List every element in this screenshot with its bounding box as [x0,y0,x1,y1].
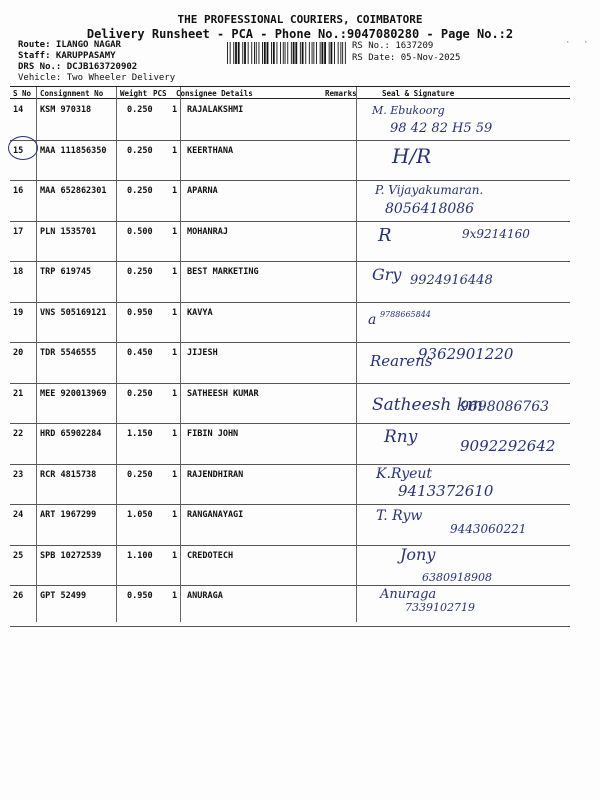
barcode-bar [313,42,314,64]
row-weight: 0.250 [127,388,153,399]
row-sno: 15 [13,145,24,156]
row-consignment-no: TRP 619745 [40,267,92,277]
handwritten-signature: Jony [400,544,436,564]
row-consignment-no: SPB 10272539 [40,550,102,561]
table-row [10,423,570,465]
table-top-rule [10,86,570,87]
route-label: Route: ILANGO NAGAR [18,40,121,50]
barcode-bar [324,42,326,64]
barcode-bar [322,42,324,64]
barcode-bar [238,42,240,64]
barcode-bar [287,42,288,64]
table-row [10,383,570,425]
row-consignee: SATHEESH KUMAR [187,388,259,399]
barcode-bar [227,42,228,64]
table-row [10,342,570,384]
handwritten-signature: K.Ryeut [376,465,433,482]
handwritten-phone: 9698086763 [460,398,550,415]
barcode-bar [329,42,330,64]
row-weight: 0.250 [127,469,153,480]
table-row [10,221,570,263]
col-consignment: Consignment No [40,89,104,98]
barcode-image [227,42,347,64]
barcode-bar [248,42,249,64]
row-weight: 1.050 [127,510,153,520]
barcode-bar [273,42,275,64]
handwritten-phone: 7339102719 [405,601,475,614]
row-weight: 0.250 [127,186,153,196]
barcode-bar [345,42,346,64]
row-consignee: FIBIN JOHN [187,429,239,439]
row-pcs: 1 [172,348,178,358]
runsheet-subtitle: Delivery Runsheet - PCA - Phone No.:9047080280 - Page No.:2 [86,27,514,41]
table-row [10,261,570,303]
row-pcs: 1 [172,469,178,480]
handwritten-signature: Rny [384,427,418,447]
row-consignment-no: MAA 111856350 [40,145,107,156]
row-consignee: RAJALAKSHMI [187,105,244,115]
barcode-bar [256,42,257,64]
barcode-bar [242,42,243,64]
row-consignee: RAJENDHIRAN [187,469,244,480]
row-pcs: 1 [172,591,178,601]
barcode-bar [331,42,333,64]
row-sno: 18 [13,267,24,277]
handwritten-signature: H/R [392,143,432,168]
handwritten-signature: Gry [372,265,402,284]
row-consignment-no: ART 1967299 [40,510,97,520]
handwritten-phone: 9413372610 [398,481,494,500]
table-row [10,140,570,182]
handwritten-signature: P. Vijayakumaran. [375,183,484,197]
barcode-bar [262,42,263,64]
row-pcs: 1 [172,105,178,115]
row-consignee: RANGANAYAGI [187,510,244,520]
barcode-bar [340,42,341,64]
corner-mark: · [565,38,571,48]
table-row [10,302,570,344]
row-weight: 0.950 [127,307,153,318]
barcode-bar [230,42,231,64]
row-consignment-no: MEE 920013969 [40,388,107,399]
barcode-bar [267,42,269,64]
handwritten-signature: T. Ryw [376,508,423,524]
row-pcs: 1 [172,429,178,439]
barcode-bar [291,42,292,64]
col-remarks: Remarks [325,89,357,98]
rs-date: RS Date: 05-Nov-2025 [352,53,461,63]
barcode-bar [312,42,313,64]
row-weight: 0.250 [127,267,153,277]
row-weight: 1.150 [127,429,153,439]
barcode-bar [300,42,301,64]
handwritten-signature: a [368,311,377,328]
table-row [10,545,570,587]
row-sno: 22 [13,429,24,439]
row-sno: 23 [13,469,24,480]
row-consignment-no: PLN 1535701 [40,226,97,237]
row-pcs: 1 [172,186,178,196]
row-pcs: 1 [172,145,178,156]
col-weight: Weight [120,89,148,98]
row-consignee: JIJESH [187,348,218,358]
handwritten-signature: Rearens [370,352,433,370]
barcode-bar [271,42,272,64]
row-consignee: ANURAGA [187,591,223,601]
row-pcs: 1 [172,226,178,237]
barcode-bar [305,42,306,64]
company-name: THE PROFESSIONAL COURIERS, COIMBATORE [177,13,423,26]
barcode-bar [295,42,297,64]
table-row [10,585,570,627]
handwritten-phone: 9x9214160 [462,226,530,241]
row-sno: 19 [13,307,24,318]
barcode-bar [244,42,246,64]
row-consignee: CREDOTECH [187,550,234,561]
row-sno: 14 [13,105,24,115]
row-weight: 0.500 [127,226,153,237]
handwritten-phone: 9362901220 [418,345,514,363]
barcode-bar [277,42,278,64]
row-pcs: 1 [172,388,178,399]
handwritten-signature: Satheesh km [372,394,484,415]
barcode-bar [233,42,234,64]
drs-label: DRS No.: DCJB163720902 [18,62,138,72]
table-row [10,464,570,506]
barcode-bar [254,42,255,64]
row-consignment-no: HRD 65902284 [40,429,102,439]
row-consignment-no: VNS 505169121 [40,307,107,318]
rs-number: RS No.: 1637209 [352,41,434,51]
barcode-bar [293,42,295,64]
row-consignment-no: GPT 52499 [40,591,87,601]
row-weight: 0.950 [127,591,153,601]
handwritten-phone: 6380918908 [422,570,492,584]
barcode-bar [264,42,266,64]
handwritten-circle [8,136,38,160]
barcode-bar [338,42,339,64]
handwritten-phone: 8056418086 [385,201,475,217]
barcode-bar [251,42,252,64]
handwritten-phone: 9092292642 [460,437,556,455]
row-sno: 17 [13,226,24,237]
table-row [10,504,570,546]
handwritten-signature: M. Ebukoorg [372,104,445,117]
col-consignee: Consignee Details [176,89,253,98]
vehicle-label: Vehicle: Two Wheeler Delivery [18,73,176,83]
handwritten-phone: 98 42 82 H5 59 [390,121,493,136]
row-pcs: 1 [172,550,178,561]
table-row [10,180,570,222]
col-sno: S No [13,89,32,98]
barcode-bar [334,42,335,64]
row-consignee: KAVYA [187,307,213,318]
barcode-bar [320,42,321,64]
barcode-bar [283,42,284,64]
handwritten-signature: R [378,224,392,246]
barcode-bar [259,42,260,64]
row-sno: 25 [13,550,24,561]
row-sno: 26 [13,591,24,601]
row-consignee: MOHANRAJ [187,226,228,237]
row-consignee: BEST MARKETING [187,267,259,277]
col-pcs: PCS [153,89,167,98]
col-signature: Seal & Signature [382,89,455,98]
row-sno: 20 [13,348,24,358]
barcode-bar [235,42,237,64]
row-pcs: 1 [172,307,178,318]
row-weight: 0.450 [127,348,153,358]
row-consignment-no: MAA 652862301 [40,186,107,196]
barcode-bar [285,42,286,64]
row-sno: 24 [13,510,24,520]
row-pcs: 1 [172,510,178,520]
row-consignment-no: TDR 5546555 [40,348,97,358]
barcode-bar [309,42,310,64]
handwritten-phone: 9788665844 [380,309,431,319]
row-weight: 0.250 [127,105,153,115]
barcode-bar [342,42,343,64]
row-consignment-no: RCR 4815738 [40,469,97,480]
handwritten-phone: 9924916448 [410,273,493,288]
row-consignment-no: KSM 970318 [40,105,92,115]
barcode-bar [316,42,317,64]
row-weight: 1.100 [127,550,153,561]
row-sno: 16 [13,186,24,196]
row-consignee: KEERTHANA [187,145,234,156]
staff-label: Staff: KARUPPASAMY [18,51,116,61]
row-weight: 0.250 [127,145,153,156]
row-consignee: APARNA [187,186,218,196]
row-pcs: 1 [172,267,178,277]
table-row [10,99,570,141]
barcode-bar [280,42,281,64]
handwritten-signature: Anuraga [380,587,437,602]
corner-mark: · [583,38,589,48]
barcode-bar [302,42,304,64]
handwritten-phone: 9443060221 [450,522,527,536]
row-sno: 21 [13,388,24,399]
